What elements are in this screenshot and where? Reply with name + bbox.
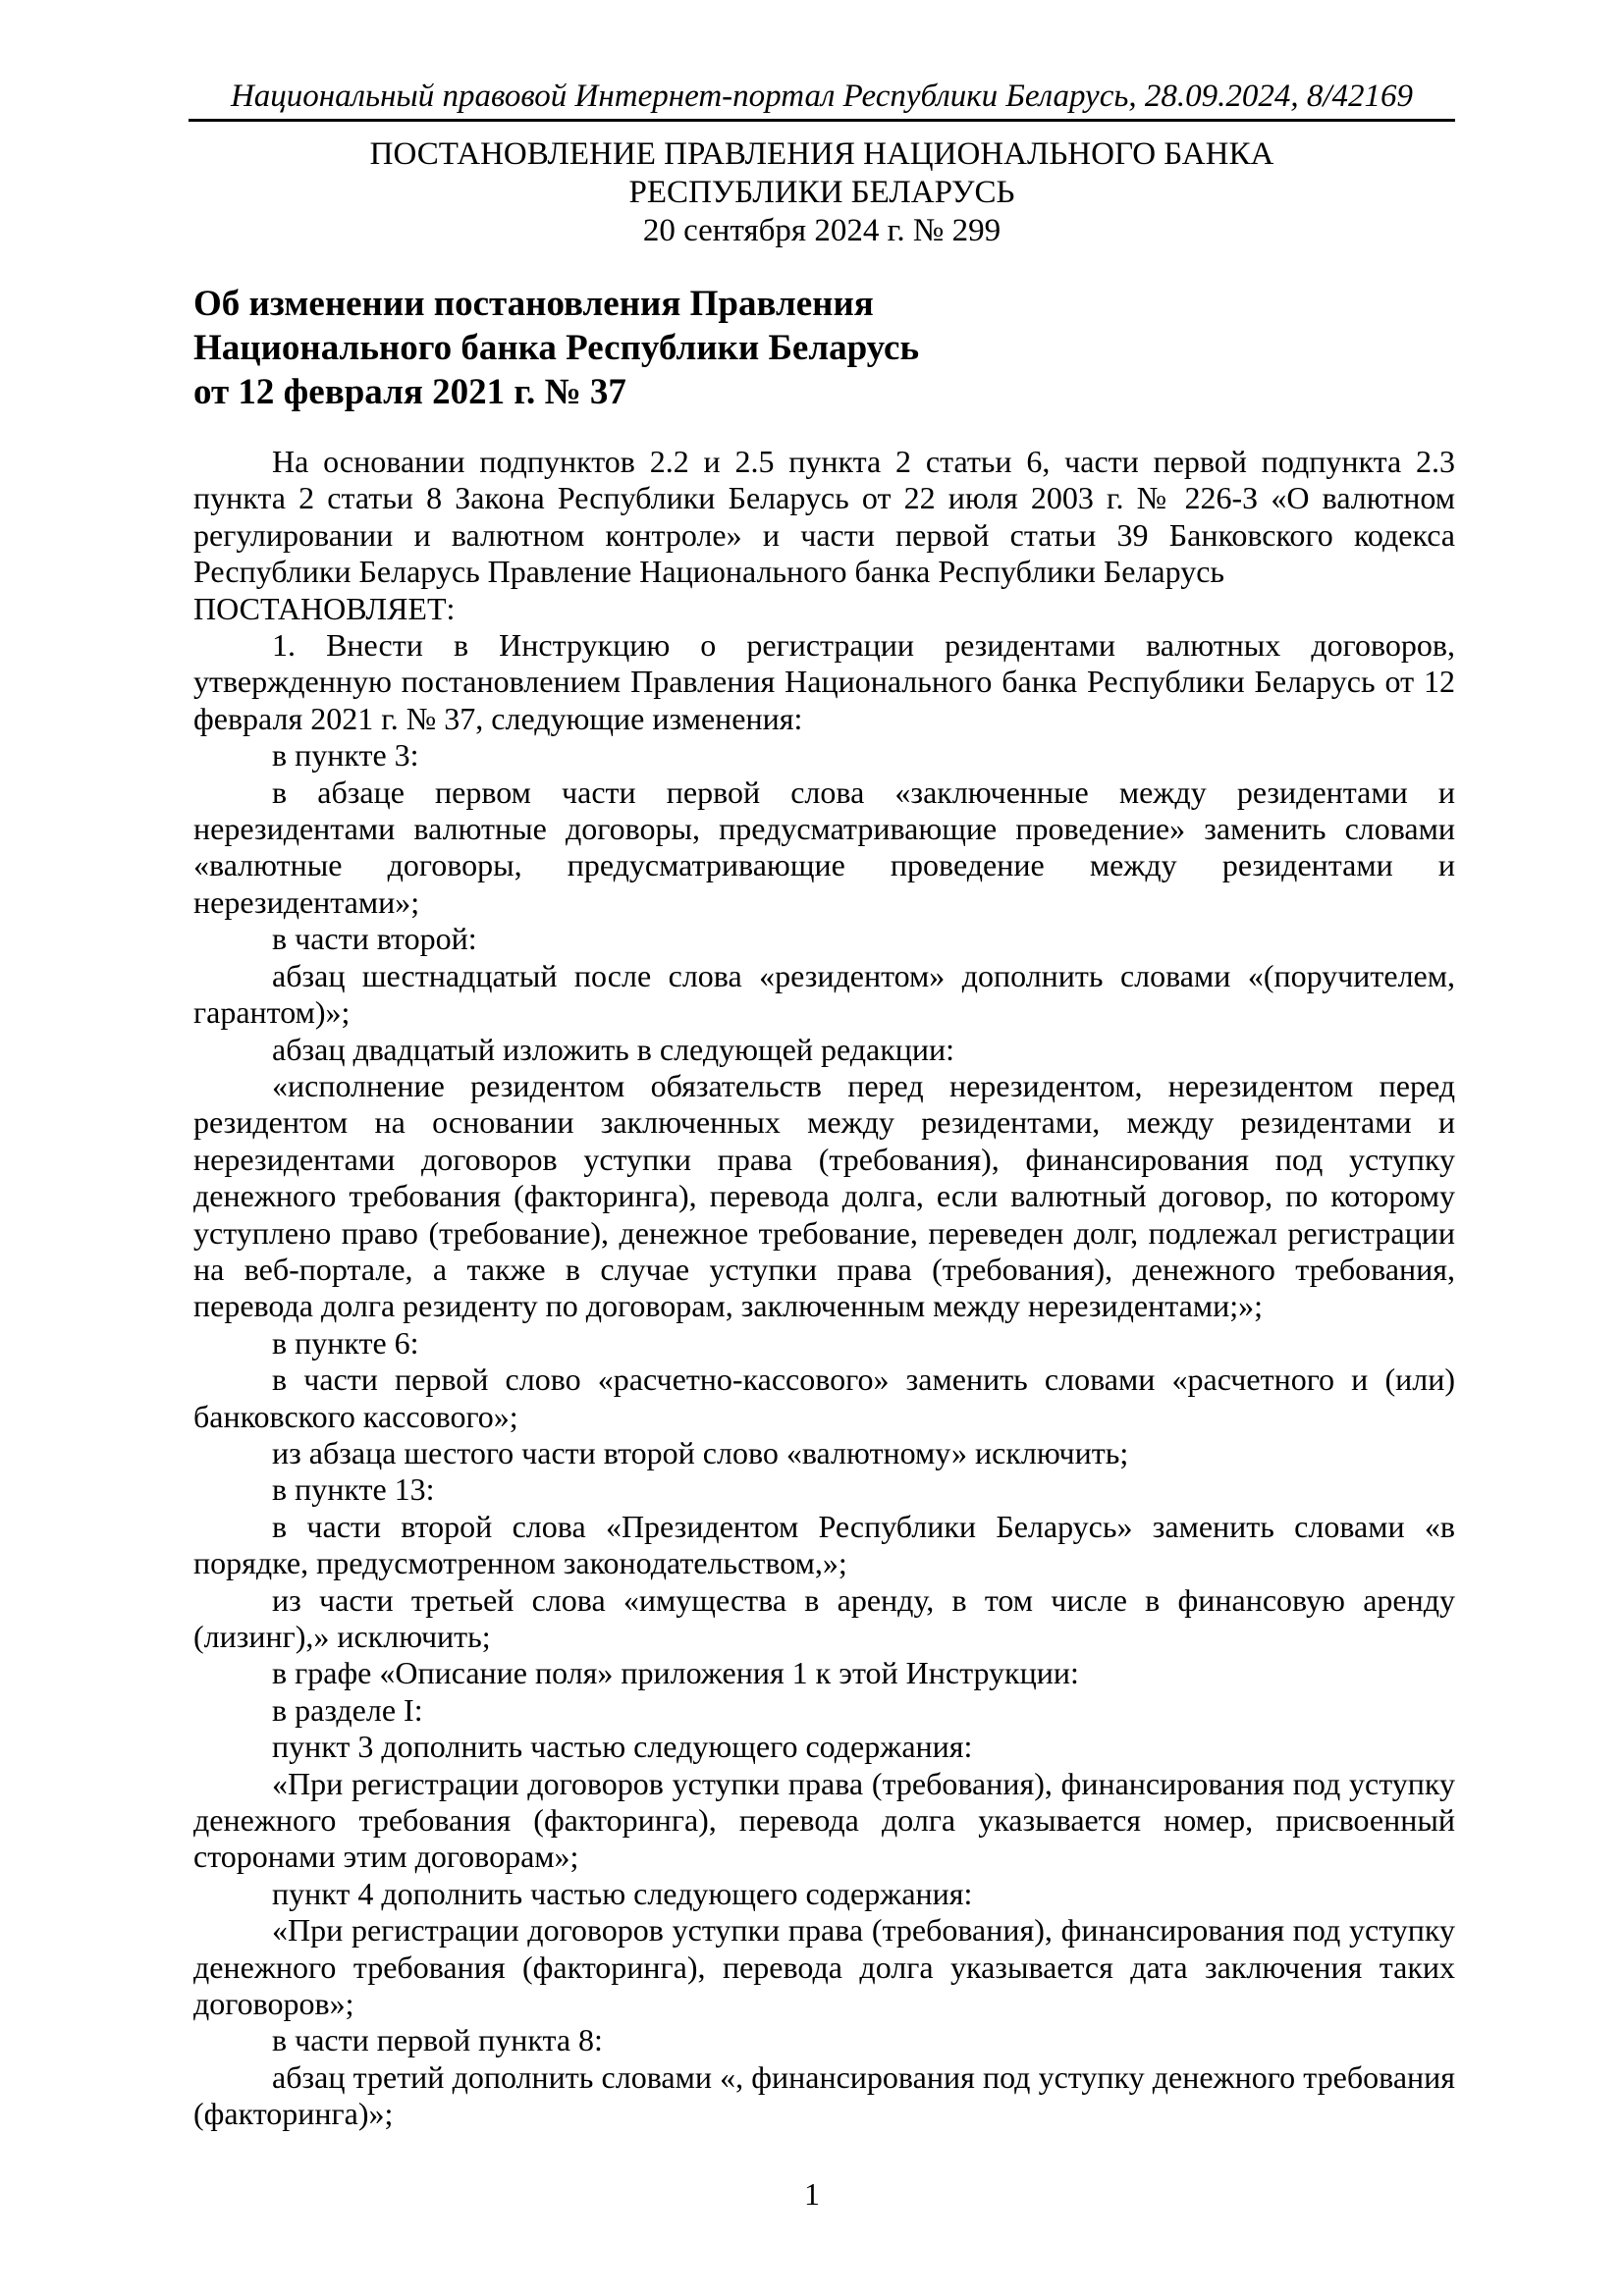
title-line-2: Национального банка Республики Беларусь — [193, 328, 920, 368]
issuer-block — [189, 135, 1455, 250]
body-paragraph: абзац двадцатый изложить в следующей редакции: — [272, 1031, 955, 1067]
body-paragraph: в абзаце первом части первой слова «заключенные между резидентами и нерезидентами валютные договоры, предусматривающие проведение» заменить словами «валютные договоры, предусматривающие проведение между резидентами и нерезидентами»; — [193, 774, 1455, 920]
header-divider — [189, 119, 1455, 122]
resolves-heading: ПОСТАНОВЛЯЕТ: — [193, 590, 456, 626]
body-paragraph: в части второй: — [272, 921, 477, 957]
issuer-line-2: РЕСПУБЛИКИ БЕЛАРУСЬ — [628, 175, 1015, 210]
body-paragraph: абзац шестнадцатый после слова «резидентом» дополнить словами «(поручителем, гарантом)»; — [193, 957, 1455, 1031]
page-number: 1 — [804, 2176, 820, 2212]
body-paragraph: из части третьей слова «имущества в аренду, в том числе в финансовую аренду (лизинг),» исключить; — [193, 1581, 1455, 1654]
body-paragraph: 1. Внести в Инструкцию о регистрации резидентами валютных договоров, утвержденную постановлением Правления Национального банка Республики Беларусь от 12 февраля 2021 г. № 37, следующие изменения: — [193, 627, 1455, 736]
body-paragraph: пункт 4 дополнить частью следующего содержания: — [272, 1875, 973, 1911]
body-paragraph: в пункте 6: — [272, 1324, 419, 1361]
body-paragraph: в графе «Описание поля» приложения 1 к этой Инструкции: — [272, 1655, 1079, 1691]
title-line-1: Об изменении постановления Правления — [193, 284, 874, 324]
document-body — [193, 444, 1455, 2133]
body-paragraph: в части второй слова «Президентом Республики Беларусь» заменить словами «в порядке, предусмотренном законодательством,»; — [193, 1508, 1455, 1581]
title-line-3: от 12 февраля 2021 г. № 37 — [193, 372, 626, 412]
portal-header: Национальный правовой Интернет-портал Республики Беларусь, 28.09.2024, 8/42169 — [230, 79, 1414, 114]
body-paragraph: пункт 3 дополнить частью следующего содержания: — [272, 1729, 973, 1765]
body-paragraph: «При регистрации договоров уступки права (требования), финансирования под уступку денежного требования (факторинга), перевода долга указывается номер, присвоенный сторонами этим договорам»; — [193, 1765, 1455, 1875]
issue-date-number: 20 сентября 2024 г. № 299 — [642, 213, 1001, 248]
body-paragraph: «При регистрации договоров уступки права (требования), финансирования под уступку денежного требования (факторинга), перевода долга указывается дата заключения таких договоров»; — [193, 1912, 1455, 2022]
body-paragraph: в пункте 13: — [272, 1471, 435, 1508]
issuer-line-1: ПОСТАНОВЛЕНИЕ ПРАВЛЕНИЯ НАЦИОНАЛЬНОГО БАНКА — [369, 136, 1274, 172]
body-paragraph: «исполнение резидентом обязательств перед нерезидентом, нерезидентом перед резидентом на основании заключенных между резидентами, между резидентами и нерезидентами договоров уступки права (требования), финансирования под уступку денежного требования (факторинга), перевода долга, если валютный договор, по которому уступлено право (требование), денежное требование, переведен долг, подлежал регистрации на веб-портале, а также в случае уступки права (требования), денежного требования, перевода долга резиденту по договорам, заключенным между нерезидентами;»; — [193, 1067, 1455, 1324]
body-paragraph: абзац третий дополнить словами «, финансирования под уступку денежного требования (факторинга)»; — [193, 2058, 1455, 2132]
body-paragraph: в разделе I: — [272, 1691, 423, 1728]
body-paragraph: из абзаца шестого части второй слово «валютному» исключить; — [272, 1434, 1129, 1470]
body-paragraph: в части первой слово «расчетно-кассового» заменить словами «расчетного и (или) банковского кассового»; — [193, 1362, 1455, 1434]
body-paragraph: в части первой пункта 8: — [272, 2022, 603, 2058]
preamble-paragraph: На основании подпунктов 2.2 и 2.5 пункта 2 статьи 6, части первой подпункта 2.3 пункта 2 статьи 8 Закона Республики Беларусь от 22 июля 2003 г. № 226-З «О валютном регулировании и валютном контроле» и части первой статьи 39 Банковского кодекса Республики Беларусь Правление Национального банка Республики Беларусь — [193, 444, 1455, 590]
body-paragraph: в пункте 3: — [272, 737, 419, 774]
document-title — [193, 282, 919, 414]
